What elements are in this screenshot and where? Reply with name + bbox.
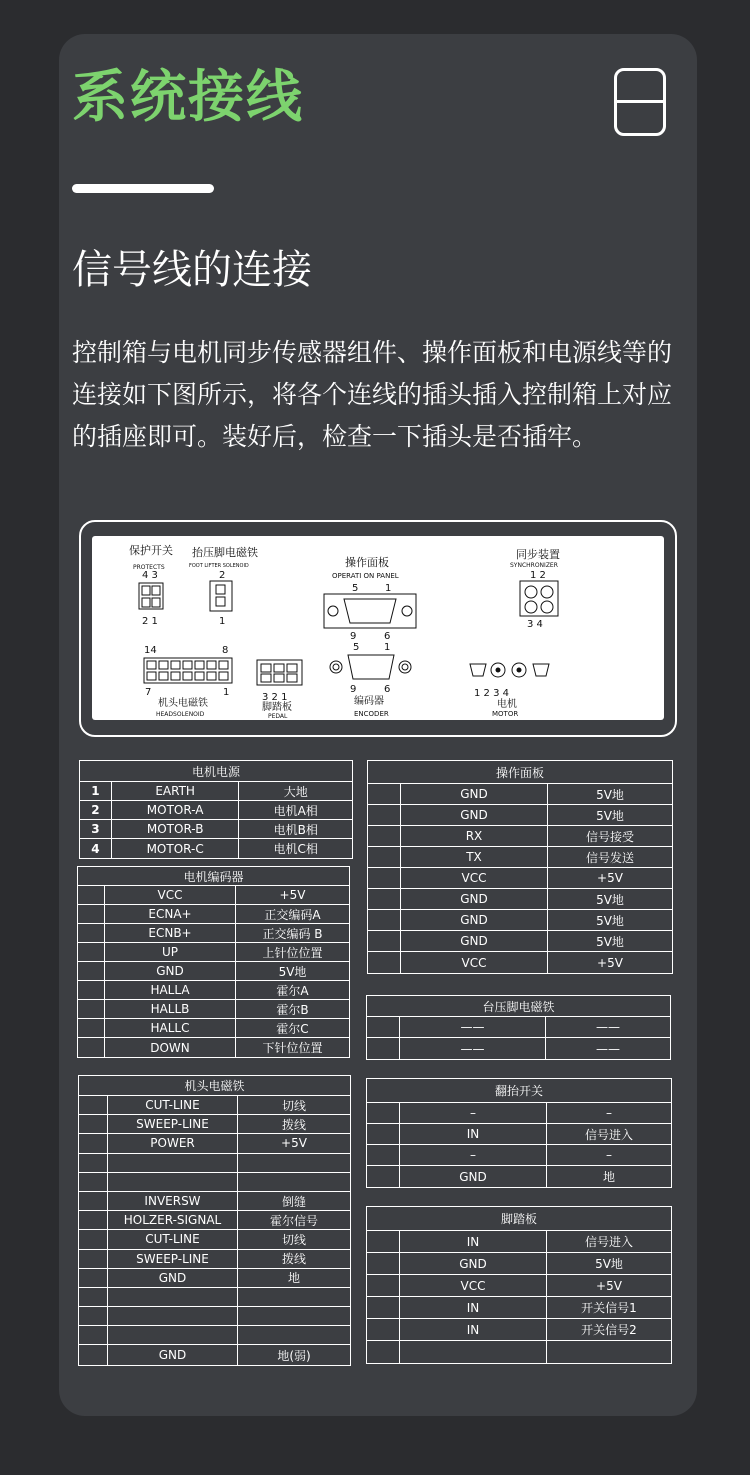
- signal-description: [547, 1341, 671, 1363]
- head-bl: 7: [145, 687, 152, 698]
- signal-description: [238, 1173, 350, 1191]
- signal-name: VCC: [401, 952, 548, 973]
- pin-number: [367, 1103, 400, 1123]
- table-row: [368, 847, 672, 868]
- signal-name: VCC: [400, 1275, 547, 1296]
- signal-description: [238, 1288, 350, 1306]
- pin-number: [79, 1345, 108, 1364]
- pin-number: [367, 1231, 400, 1252]
- pin-number: [368, 868, 401, 888]
- protect-connector: [129, 543, 173, 627]
- signal-description: 电机C相: [273, 842, 318, 856]
- signal-name: GND: [401, 889, 548, 909]
- head-pin: [207, 661, 216, 669]
- head-pin: [219, 672, 228, 680]
- table-row: [79, 1192, 350, 1211]
- signal-description: +5V: [279, 888, 306, 902]
- table-row: [79, 1154, 350, 1173]
- signal-name: IN: [400, 1124, 547, 1144]
- signal-description: 电机A相: [273, 803, 318, 818]
- table-row: [78, 1000, 349, 1019]
- signal-description: 霍尔A: [276, 983, 309, 998]
- pin-number: [79, 1211, 108, 1229]
- signal-description: 倒缝: [281, 1194, 306, 1209]
- head-pin: [171, 661, 180, 669]
- section-subtitle: 信号线的连接: [72, 247, 312, 293]
- signal-name: GND: [400, 1166, 547, 1187]
- table-row: [367, 1017, 670, 1038]
- pin-number: [368, 805, 401, 825]
- signal-description: +5V: [596, 1278, 622, 1293]
- encoder-lb: 9: [350, 684, 357, 695]
- pin-number: [368, 931, 401, 951]
- motor-cn: 电机: [497, 699, 517, 710]
- head-pin: [159, 672, 168, 680]
- pin-number: [78, 905, 105, 923]
- signal-description: 开关信号2: [581, 1323, 637, 1337]
- signal-name: IN: [400, 1231, 547, 1252]
- head-en: HEADSOLENOID: [156, 711, 205, 718]
- encoder-rt: 1: [384, 642, 391, 653]
- signal-name: –: [400, 1145, 547, 1165]
- signal-name: DOWN: [105, 1038, 236, 1057]
- table-row: [368, 805, 672, 826]
- pin-number: [79, 1096, 108, 1114]
- operation-lb: 9: [350, 631, 357, 642]
- encoder-connector: [330, 642, 411, 718]
- pedal-table: [366, 1206, 672, 1364]
- signal-description: 开关信号1: [581, 1301, 637, 1315]
- table-row: [367, 1231, 671, 1253]
- signal-name: INVERSW: [108, 1192, 238, 1210]
- head-pin-grid: [147, 661, 228, 680]
- head-br: 1: [223, 687, 230, 698]
- pin-number: [79, 1307, 108, 1325]
- pin-number: [78, 1019, 105, 1037]
- table-row: [368, 826, 672, 847]
- signal-description: –: [606, 1148, 612, 1162]
- flip-switch-table: [366, 1078, 672, 1188]
- head-pin: [147, 672, 156, 680]
- encoder-en: ENCODER: [354, 710, 389, 718]
- table-row: [80, 801, 352, 820]
- signal-description: [238, 1307, 350, 1325]
- pin-number: [367, 1038, 400, 1059]
- signal-name: MOTOR-B: [112, 820, 240, 838]
- pin-number: [78, 924, 105, 942]
- synchronizer-connector: [510, 547, 560, 630]
- protect-bottom: 2 1: [142, 616, 158, 627]
- table-row: [367, 1124, 671, 1145]
- signal-description: 正交编码A: [264, 907, 321, 922]
- signal-name: HOLZER-SIGNAL: [108, 1211, 238, 1229]
- signal-description: 地(弱): [277, 1348, 311, 1363]
- head-pin: [171, 672, 180, 680]
- signal-description: 5V地: [596, 787, 624, 802]
- pedal-pins: 3 2 1: [262, 692, 288, 703]
- signal-name: CUT-LINE: [108, 1230, 238, 1248]
- signal-name: UP: [105, 943, 236, 961]
- signal-name: GND: [108, 1345, 238, 1364]
- pin-number: [368, 910, 401, 930]
- pin-number: [79, 1288, 108, 1306]
- table-row: [367, 1145, 671, 1166]
- pin-number: 3: [80, 820, 112, 838]
- foot-lifter-bottom: 1: [219, 616, 226, 627]
- signal-description: 5V地: [278, 964, 307, 979]
- signal-name: TX: [401, 847, 548, 867]
- signal-name: GND: [401, 805, 548, 825]
- head-tl: 14: [144, 645, 157, 656]
- table-row: [78, 943, 349, 962]
- head-solenoid-connector: [144, 645, 232, 718]
- signal-name: GND: [401, 910, 548, 930]
- pin-number: [368, 826, 401, 846]
- signal-description: 信号发送: [585, 850, 634, 865]
- sync-bottom: 3 4: [527, 619, 543, 630]
- table-title: 脚踏板: [367, 1207, 671, 1231]
- table-row: [78, 1019, 349, 1038]
- signal-name: [108, 1288, 238, 1306]
- table-row: [79, 1307, 350, 1326]
- signal-name: GND: [401, 784, 548, 804]
- signal-name: GND: [105, 962, 236, 980]
- pin-number: [367, 1166, 400, 1187]
- table-row: [79, 1269, 350, 1288]
- signal-name: GND: [108, 1269, 238, 1287]
- pin-number: [367, 1017, 400, 1037]
- encoder-table: [77, 866, 350, 1058]
- pin-number: [79, 1192, 108, 1210]
- pin-number: [367, 1275, 400, 1296]
- motor-pins: 1 2 3 4: [474, 688, 509, 699]
- signal-description: 地: [287, 1271, 300, 1286]
- table-title: 翻抬开关: [367, 1079, 671, 1103]
- head-pin: [195, 661, 204, 669]
- signal-description: 切线: [281, 1232, 306, 1247]
- signal-name: CUT-LINE: [108, 1096, 238, 1114]
- table-row: [79, 1134, 350, 1153]
- table-row: [368, 784, 672, 805]
- pin-number: [78, 981, 105, 999]
- pin-number: [368, 889, 401, 909]
- pin-number: [79, 1115, 108, 1133]
- table-row: [79, 1230, 350, 1249]
- signal-name: ECNA+: [105, 905, 236, 923]
- signal-name: MOTOR-C: [112, 839, 240, 858]
- foot-lifter-top: 2: [219, 570, 226, 581]
- pin-number: [367, 1124, 400, 1144]
- head-pin: [147, 661, 156, 669]
- signal-description: 切线: [281, 1098, 306, 1113]
- pin-number: [367, 1319, 400, 1340]
- operation-rb: 6: [384, 631, 391, 642]
- pin-number: [367, 1341, 400, 1363]
- signal-description: 大地: [283, 784, 308, 799]
- pin-number: [368, 784, 401, 804]
- signal-name: SWEEP-LINE: [108, 1115, 238, 1133]
- pin-number: [79, 1250, 108, 1268]
- pin-number: 1: [80, 782, 112, 800]
- signal-description: 上针位位置: [262, 945, 323, 960]
- motor-connector: [470, 663, 549, 718]
- table-row: [79, 1096, 350, 1115]
- signal-description: 霍尔C: [276, 1021, 309, 1036]
- signal-description: [238, 1326, 350, 1344]
- head-solenoid-table: [78, 1075, 351, 1366]
- table-row: [79, 1173, 350, 1192]
- encoder-rb: 6: [384, 684, 391, 695]
- pin-number: [368, 847, 401, 867]
- pedal-en: PEDAL: [268, 713, 288, 720]
- table-title: 操作面板: [368, 761, 672, 784]
- signal-description: +5V: [281, 1136, 307, 1151]
- page-title: 系统接线: [72, 65, 304, 130]
- signal-name: IN: [400, 1319, 547, 1340]
- pin-number: [79, 1269, 108, 1287]
- presser-foot-table: [366, 995, 671, 1060]
- operation-cn: 操作面板: [345, 556, 389, 569]
- signal-name: ECNB+: [105, 924, 236, 942]
- sync-top: 1 2: [530, 570, 546, 581]
- head-pin: [219, 661, 228, 669]
- table-row: [79, 1288, 350, 1307]
- head-pin: [183, 661, 192, 669]
- signal-description: [238, 1154, 350, 1172]
- table-title: 电机编码器: [78, 867, 349, 886]
- signal-description: 拨线: [281, 1252, 306, 1267]
- signal-name: RX: [401, 826, 548, 846]
- table-row: [79, 1115, 350, 1134]
- table-row: [368, 910, 672, 931]
- pin-number: [367, 1145, 400, 1165]
- signal-name: [108, 1173, 238, 1191]
- signal-description: 地: [602, 1170, 615, 1184]
- pedal-cn: 脚踏板: [262, 702, 292, 713]
- signal-name: IN: [400, 1297, 547, 1318]
- motor-en: MOTOR: [492, 710, 519, 718]
- signal-description: ——: [596, 1041, 620, 1056]
- table-row: [367, 1275, 671, 1297]
- signal-description: 5V地: [596, 808, 624, 823]
- signal-description: 霍尔信号: [269, 1213, 318, 1228]
- pin-number: [78, 886, 105, 904]
- table-row: [78, 924, 349, 943]
- connector-panel: [92, 536, 664, 720]
- foot-lifter-cn: 抬压脚电磁铁: [192, 546, 258, 559]
- signal-description: 5V地: [596, 892, 624, 907]
- title-underline: [72, 184, 214, 193]
- pin-number: [79, 1154, 108, 1172]
- pin-number: [78, 943, 105, 961]
- foot-lifter-en: FOOT LIFTER SOLENOID: [189, 563, 249, 569]
- signal-name: EARTH: [112, 782, 240, 800]
- signal-description: 5V地: [595, 1257, 623, 1271]
- signal-name: ——: [400, 1017, 546, 1037]
- signal-description: 5V地: [596, 934, 624, 949]
- pin-number: [79, 1230, 108, 1248]
- signal-name: [108, 1326, 238, 1344]
- pedal-connector: [257, 660, 302, 720]
- head-pin: [195, 672, 204, 680]
- table-row: [367, 1103, 671, 1124]
- pin-number: [367, 1253, 400, 1274]
- signal-name: SWEEP-LINE: [108, 1250, 238, 1268]
- operation-rt: 1: [385, 583, 392, 594]
- signal-name: HALLA: [105, 981, 236, 999]
- table-row: [367, 1253, 671, 1275]
- signal-name: GND: [401, 931, 548, 951]
- pin-number: [79, 1173, 108, 1191]
- protect-en: PROTECTS: [133, 564, 165, 571]
- table-row: [368, 952, 672, 973]
- signal-description: 拨线: [281, 1117, 306, 1132]
- signal-name: –: [400, 1103, 547, 1123]
- signal-name: [400, 1341, 547, 1363]
- foot-lifter-connector: [189, 545, 258, 627]
- motor-power-table: [79, 760, 353, 859]
- signal-description: 正交编码 B: [262, 926, 323, 941]
- table-row: [367, 1319, 671, 1341]
- table-row: [368, 868, 672, 889]
- table-row: [80, 820, 352, 839]
- table-title: 机头电磁铁: [79, 1076, 350, 1096]
- encoder-lt: 5: [353, 642, 360, 653]
- signal-description: –: [606, 1106, 612, 1120]
- signal-name: HALLC: [105, 1019, 236, 1037]
- table-row: [368, 931, 672, 952]
- table-title: 台压脚电磁铁: [367, 996, 670, 1017]
- pin-number: [79, 1326, 108, 1344]
- signal-name: VCC: [105, 886, 236, 904]
- table-row: [367, 1297, 671, 1319]
- pin-number: [78, 962, 105, 980]
- table-row: [78, 886, 349, 905]
- signal-name: VCC: [401, 868, 548, 888]
- head-tr: 8: [222, 645, 229, 656]
- table-row: [80, 782, 352, 801]
- signal-name: [108, 1154, 238, 1172]
- table-row: [79, 1211, 350, 1230]
- pin-number: [79, 1134, 108, 1152]
- signal-name: GND: [400, 1253, 547, 1274]
- table-row: [367, 1038, 670, 1059]
- signal-name: ——: [400, 1038, 546, 1059]
- table-row: [80, 839, 352, 858]
- table-row: [368, 889, 672, 910]
- head-cn: 机头电磁铁: [158, 698, 208, 709]
- signal-description: 电机B相: [273, 822, 318, 837]
- signal-description: 5V地: [596, 913, 624, 928]
- signal-name: [108, 1307, 238, 1325]
- table-row: [78, 981, 349, 1000]
- operation-en: OPERATI ON PANEL: [332, 572, 399, 580]
- sync-cn: 同步装置: [516, 548, 560, 561]
- signal-description: ——: [596, 1020, 620, 1034]
- table-row: [79, 1326, 350, 1345]
- table-row: [78, 962, 349, 981]
- operation-connector: [324, 555, 416, 642]
- table-row: [78, 905, 349, 924]
- signal-name: HALLB: [105, 1000, 236, 1018]
- pin-number: [368, 952, 401, 973]
- protect-cn: 保护开关: [129, 544, 173, 557]
- table-row: [79, 1345, 350, 1364]
- signal-name: POWER: [108, 1134, 238, 1152]
- encoder-cn: 编码器: [354, 696, 384, 707]
- pin-number: [78, 1000, 105, 1018]
- operation-lt: 5: [352, 583, 359, 594]
- head-pin: [159, 661, 168, 669]
- pin-number: [367, 1297, 400, 1318]
- pin-number: 2: [80, 801, 112, 819]
- table-title: 电机电源: [80, 761, 352, 782]
- table-row: [79, 1250, 350, 1269]
- head-pin: [183, 672, 192, 680]
- signal-description: 霍尔B: [276, 1002, 309, 1017]
- signal-name: MOTOR-A: [112, 801, 240, 819]
- signal-description: 信号进入: [584, 1127, 633, 1142]
- pin-number: [78, 1038, 105, 1057]
- operation-panel-table: [367, 760, 673, 974]
- signal-description: +5V: [597, 955, 623, 970]
- signal-description: +5V: [597, 871, 623, 885]
- signal-description: 信号接受: [585, 829, 634, 844]
- signal-description: 信号进入: [584, 1235, 633, 1249]
- document-frame-icon: [614, 68, 666, 136]
- sync-en: SYNCHRONIZER: [510, 562, 558, 569]
- table-row: [78, 1038, 349, 1057]
- table-row: [367, 1341, 671, 1363]
- description-paragraph: 控制箱与电机同步传感器组件、操作面板和电源线等的连接如下图所示，将各个连线的插头插入控制箱上对应的插座即可。装好后，检查一下插头是否插牢。: [72, 338, 673, 451]
- head-pin: [207, 672, 216, 680]
- protect-top: 4 3: [142, 570, 158, 581]
- pin-number: 4: [80, 839, 112, 858]
- table-row: [367, 1166, 671, 1187]
- signal-description: 下针位位置: [262, 1041, 323, 1055]
